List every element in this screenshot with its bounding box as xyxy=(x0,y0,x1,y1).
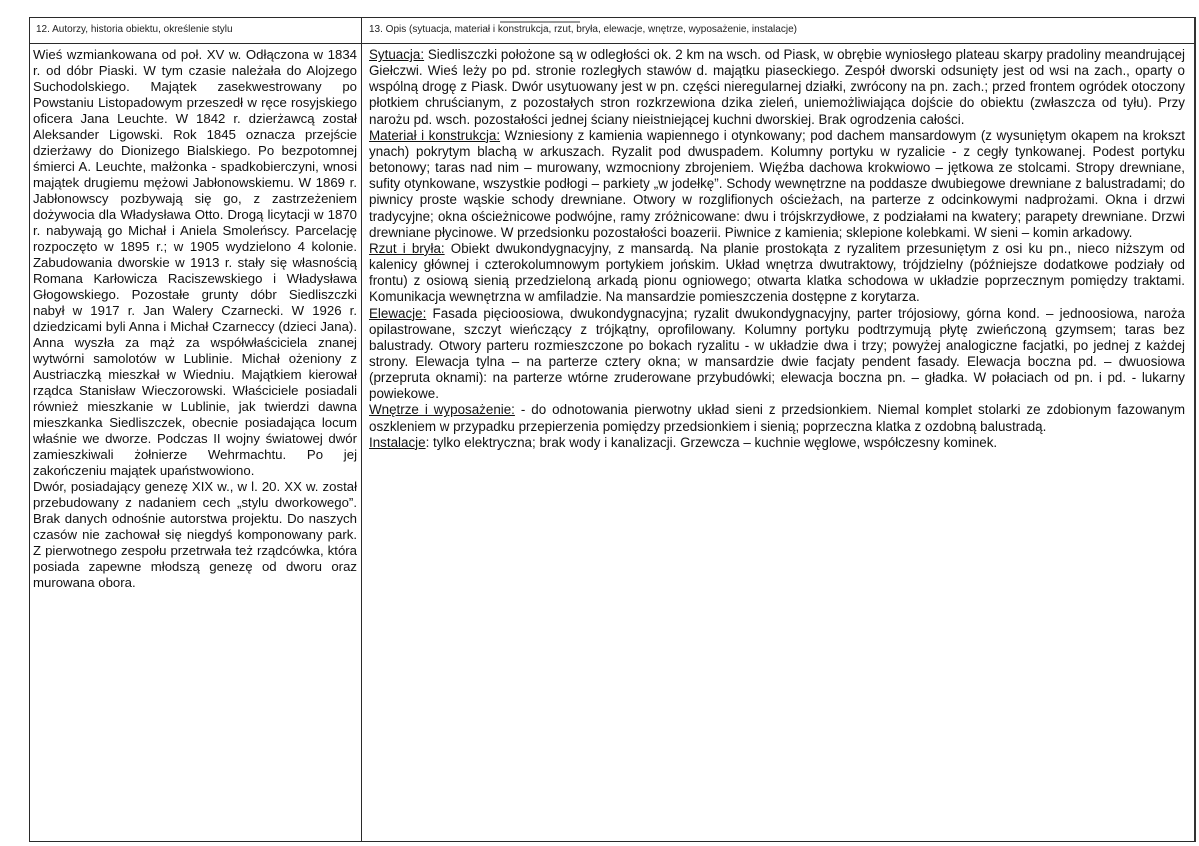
history-paragraph: Wieś wzmiankowana od poł. XV w. Odłączona w 1834 r. od dóbr Piaski. W tym czasie należała do Alojzego Suchodolskiego. Majątek zasekwestrowany po Powstaniu Listopadowym przeszedł w ręce rosyjskiego oficera Jana Leuchte. W 1842 r. dzierżawcą został Aleksander Ligowski. Rok 1845 oznacza przejście dzierżawy do Dionizego Bialskiego. Po bezpotomnej śmierci A. Leuchte, małżonka - spadkobierczyni, wnosi majątek drugiemu mężowi Jabłonowskiemu. W 1869 r. Jabłonowscy pozbywają się go, z zastrzeżeniem dożywocia dla Władysława Otto. Drogą licytacji w 1870 r. nabywają go Michał i Aniela Smoleńscy. Parcelację rozpoczęto w 1895 r.; w 1905 wydzielono 4 kolonie. Zabudowania dworskie w 1913 r. stały się własnością Romana Karłowicza Raciszewskiego i Władysława Głogowskiego. Pozostałe grunty dóbr Siedliszczki nabył w 1917 r. Jan Walery Czarnecki. W 1926 r. dziedzicami byli Anna i Michał Czarneccy (dzieci Jana). Anna wyszła za mąż za współwłaściciela znanej wytwórni samolotów w Lublinie. Michał ożeniony z Austriaczką mieszkał w Wiedniu. Majątkiem kierował rządca Stanisław Wieczorowski. Właściciele posiadali również mieszkanie w Lublinie, jak twierdzi dawna mieszkanka Siedliszczek, obecnie posiadająca locum właśnie we dworze. Podczas II wojny światowej dwór zamieszkiwali żołnierze Wehrmachtu. Po jej zakończeniu majątek upaństwowiono. xyxy=(33,47,357,478)
scan-artifact xyxy=(500,21,580,23)
section-text: Fasada pięcioosiowa, dwukondygnacyjna; ryzalit dwukondygnacyjny, parter trójosiowy, górna kond. – jednoosiowa, naroża opilastrowane, szczyt wieńczący z trójkątny, oprofilowany. Kolumny portyku podtrzymują płytę zwieńczoną gzymsem; taras bez balustrady. Otwory parteru rozmieszczone po bokach ryzalitu - w układzie dwa i trzy; powyżej analogiczne facjatki, po jednej z każdej strony. Elewacja tylna – na parterze cztery okna; w mansardzie dwie facjaty pendent fasady. Elewacja boczna pd. – dwuosiowa (przepruta oknami): na parterze wtórne zruderowane przybudówki; elewacja boczna pn. – gładka. W połaciach od pn. i pd. - lukarny powiekowe. xyxy=(369,305,1185,402)
history-paragraph: Dwór, posiadający genezę XIX w., w l. 20. XX w. został przebudowany z nadaniem cech „stylu dworkowego”. Brak danych odnośnie autorstwa projektu. Do naszych czasów nie zachował się niegdyś komponowany park. Z pierwotnego zespołu przetrwała też rządcówka, która posiada zapewne młodszą genezę od dworu oraz murowana obora. xyxy=(33,479,357,590)
description-header: 13. Opis (sytuacja, materiał i konstrukcja, rzut, bryła, elewacje, wnętrze, wyposażenie, instalacje) xyxy=(369,24,797,35)
section-text: Wzniesiony z kamienia wapiennego i otynkowany; pod dachem mansardowym (z wysuniętym okapem na krokszt ynach) pokrytym blachą w arkuszach. Ryzalit pod dwuspadem. Kolumny portyku w ryzalicie - z cegły tynkowanej. Podest portyku betonowy; taras nad nim – murowany, wzmocniony zbrojeniem. Więźba dachowa krokwiowo – jętkowa ze stolcami. Stropy drewniane, sufity otynkowane, wszystkie podłogi – parkiety „w jodełkę”. Schody wewnętrzne na poddasze dwubiegowe drewniane z balustradami; do piwnicy proste wąskie schody drewniane. Otwory w rozglifionych ościeżach, na parterze z odcinkowymi nadprożami. Okna i drzwi tradycyjne; okna ościeżnicowe podwójne, ramy zróżnicowane: dwu i trójskrzydłowe, z podziałami na kwatery; parapety drewniane. Drzwi drewniane płycinowe. W przedsionku pozostałości boazerii. Piwnice z kamienia; sklepione kolebkami. W sieni – komin arkadowy. xyxy=(369,127,1185,240)
section-label: Sytuacja: xyxy=(369,47,425,62)
history-header: 12. Autorzy, historia obiektu, określenie stylu xyxy=(36,24,233,35)
section-label: Wnętrze i wyposażenie: xyxy=(369,402,515,418)
section-text: Obiekt dwukondygnacyjny, z mansardą. Na planie prostokąta z ryzalitem przesuniętym z osi ku pn., nieco niższym od kalenicy głównej i czterokolumnowym portykiem jońskim. Układ wnętrza dwutraktowy, trójdzielny (późniejsze dodatkowe podziały od frontu) z osiową sienią przedzieloną arkadą pionu ogniowego; otwarta klatka schodowa w układzie poprzecznym pomiędzy traktami. Komunikacja wewnętrzna w amfiladzie. Na mansardzie pomieszczenia dostępne z korytarza. xyxy=(369,240,1185,305)
form-sheet xyxy=(29,17,1196,842)
column-divider xyxy=(361,18,362,841)
section-plan xyxy=(369,241,1185,306)
section-text: : tylko elektryczna; brak wody i kanalizacji. Grzewcza – kuchnie węglowe, współczesny kominek. xyxy=(425,434,998,450)
section-text: Siedliszczki położone są w odległości ok. 2 km na wsch. od Piask, w obrębie wyniosłego plateau skarpy pradoliny meandrującej Giełczwi. Wieś leży po pd. stronie rozległych stawów d. majątku piaseckiego. Zespół dworski odsunięty jest od wsi na zach., oparty o wspólną drogę z Piask. Dwór usytuowany jest w pn. części nieregularnej działki, zwrócony na pn. zach.; przed frontem ogródek otoczony płotkiem chruścianym, z pozostałych stron rozkrzewiona dzika zieleń, uniemożliwiająca dojście do obiektu (zwłaszcza od tyłu). Przy narożu pd. wsch. pozostałości jednej ściany nieistniejącej kuchni dworskiej. Brak ogrodzenia całości. xyxy=(369,47,1185,127)
section-situation xyxy=(369,47,1185,128)
section-interior xyxy=(369,402,1185,434)
section-material xyxy=(369,128,1185,241)
section-installations xyxy=(369,435,1185,451)
description-column xyxy=(369,47,1185,451)
section-label: Instalacje xyxy=(369,434,426,450)
section-label: Rzut i bryła: xyxy=(369,240,445,256)
section-label: Materiał i konstrukcja: xyxy=(369,127,501,143)
header-divider xyxy=(30,43,1194,44)
section-elevations xyxy=(369,306,1185,403)
section-label: Elewacje: xyxy=(369,305,427,321)
history-column xyxy=(33,47,357,591)
section-text: - do odnotowania pierwotny układ sieni z przedsionkiem. Niemal komplet stolarki ze zdobionym fazowanym oszkleniem w przypadku przepierzenia pomiędzy przedsionkiem i sienią; poprzeczna klatka z ozdobną balustradą. xyxy=(369,402,1185,434)
